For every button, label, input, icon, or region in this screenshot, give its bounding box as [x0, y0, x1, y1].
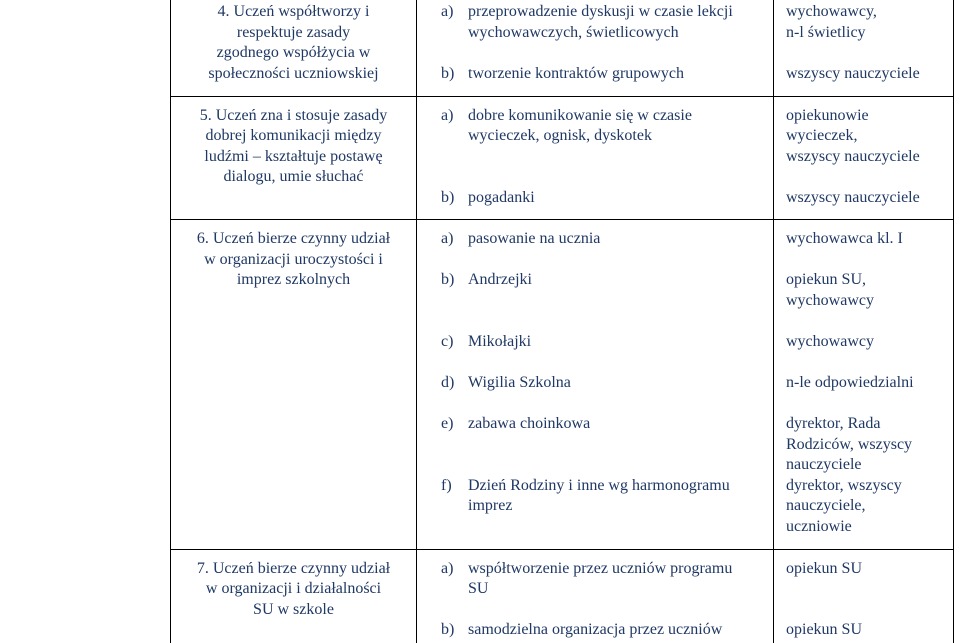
responsible-text: wychowawcy,: [786, 3, 877, 20]
responsible-text: opiekun SU,: [786, 271, 866, 288]
goal-line: 5. Uczeń zna i stosuje zasady: [199, 107, 388, 124]
list-marker: a): [441, 230, 454, 247]
goal-line: ludźmi – kształtuje postawę: [204, 148, 383, 165]
responsible-text: dyrektor, Rada: [786, 415, 881, 432]
responsible-text: opiekunowie: [786, 107, 869, 124]
responsible-text: nauczyciele,: [786, 497, 866, 514]
goal-line: imprez szkolnych: [236, 271, 351, 288]
responsible-text: wszyscy nauczyciele: [786, 148, 920, 165]
list-marker: b): [441, 621, 455, 638]
responsible-text: opiekun SU: [786, 560, 862, 577]
list-item: Wigilia Szkolna: [468, 374, 571, 391]
goal-line: 7. Uczeń bierze czynny udział: [196, 560, 391, 577]
goal-line: w organizacji i działalności: [205, 580, 382, 597]
responsible-text: wychowawcy: [786, 333, 874, 350]
responsible-text: nauczyciele: [786, 456, 862, 473]
list-item: współtworzenie przez uczniów programu: [468, 560, 733, 577]
row-divider-4-5: [170, 96, 954, 97]
list-marker: a): [441, 560, 454, 577]
responsible-text: wychowawca kl. I: [786, 230, 903, 247]
list-item: przeprowadzenie dyskusji w czasie lekcji: [468, 3, 733, 20]
list-item: tworzenie kontraktów grupowych: [468, 65, 684, 82]
list-item: Dzień Rodziny i inne wg harmonogramu: [468, 477, 730, 494]
list-item: wychowawczych, świetlicowych: [468, 24, 679, 41]
list-item: Mikołajki: [468, 333, 532, 350]
list-item: SU: [468, 580, 489, 597]
responsible-text: n-le odpowiedzialni: [786, 374, 914, 391]
list-marker: c): [441, 333, 454, 350]
responsible-text: dyrektor, wszyscy: [786, 477, 902, 494]
list-item: wycieczek, ognisk, dyskotek: [468, 127, 652, 144]
goal-line: w organizacji uroczystości i: [204, 251, 383, 268]
list-marker: b): [441, 271, 455, 288]
goal-line: 6. Uczeń bierze czynny udział: [196, 230, 391, 247]
goal-line: społeczności uczniowskiej: [208, 65, 379, 82]
list-marker: b): [441, 65, 455, 82]
goal-line: respektuje zasady: [236, 24, 351, 41]
list-item: pogadanki: [468, 189, 535, 206]
responsible-text: wszyscy nauczyciele: [786, 65, 920, 82]
responsible-text: wszyscy nauczyciele: [786, 189, 920, 206]
goal-line: 4. Uczeń współtworzy i: [217, 3, 370, 20]
goal-line: zgodnego współżycia w: [216, 44, 371, 61]
responsible-text: wychowawcy: [786, 292, 874, 309]
list-item: Andrzejki: [468, 271, 532, 288]
row-divider-5-6: [170, 219, 954, 220]
list-marker: a): [441, 107, 454, 124]
responsible-text: Rodziców, wszyscy: [786, 436, 913, 453]
goal-line: dobrej komunikacji między: [205, 127, 382, 144]
list-item: imprez: [468, 497, 513, 514]
list-item: zabawa choinkowa: [468, 415, 591, 432]
list-item: pasowanie na ucznia: [468, 230, 601, 247]
list-marker: d): [441, 374, 455, 391]
list-marker: f): [441, 477, 452, 494]
list-item: samodzielna organizacja przez uczniów: [468, 621, 723, 638]
list-marker: b): [441, 189, 455, 206]
goal-line: SU w szkole: [253, 601, 334, 618]
goal-line: dialogu, umie słuchać: [223, 168, 364, 185]
list-marker: a): [441, 3, 454, 20]
list-item: dobre komunikowanie się w czasie: [468, 107, 692, 124]
row-divider-6-7: [170, 549, 954, 550]
responsible-text: wycieczek,: [786, 127, 858, 144]
responsible-text: opiekun SU: [786, 621, 862, 638]
list-marker: e): [441, 415, 454, 432]
responsible-text: uczniowie: [786, 518, 852, 535]
responsible-text: n-l świetlicy: [786, 24, 866, 41]
